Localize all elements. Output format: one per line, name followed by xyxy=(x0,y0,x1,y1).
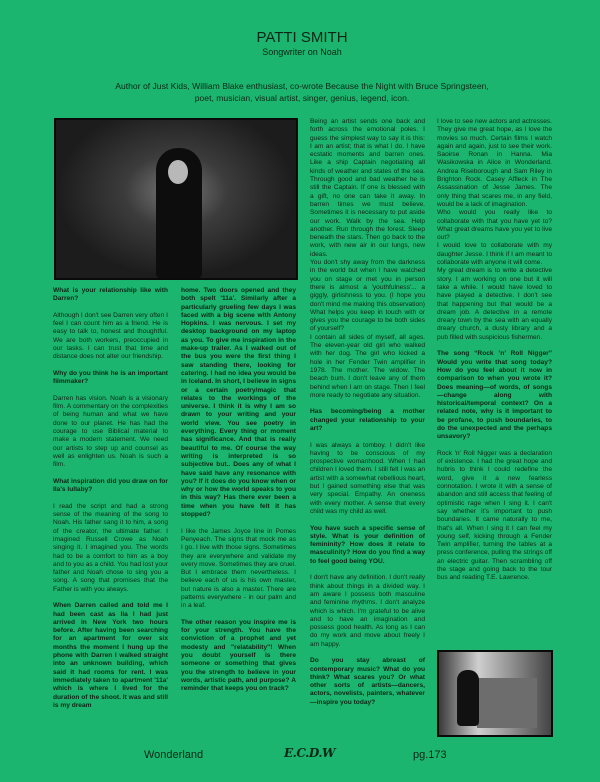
interview-question: Why do you think he is an important filmmaker? xyxy=(53,369,168,386)
interview-answer: Darren has vision. Noah is a visionary film. A commentary on the complexities of being human and what we have done to our planet. He has had the courage to use Biblical material to make a modern statement. We need our artists to step up and counsel as well as enlighten us. Noah is such a film. xyxy=(53,394,168,469)
interview-answer: Rock 'n' Roll Nigger was a declaration of existence. I had the great hope and hubris to think I could redefine the word, give it a new fearless connotation. I wrote it with a sense of abandon and still access that feeling of optimistic rage when I sing it. I can't say whether it's important to push boundaries. It came naturally to me, that's all. When I sing it I can feel my young self, kicking through a Fender Twin amplifier, turning the tables at a press conference, pulling the strings off an electric guitar. Then scrambling off the stage and going back to the tour bus and reading T.E. Lawrence. xyxy=(437,449,552,582)
signature-logo: E.C.D.W xyxy=(284,746,335,760)
interview-question: What is your relationship like with Darren? xyxy=(53,287,168,303)
interview-answer: I contain all sides of myself, all ages. The eleven-year old girl who walked with her dog. The girl who kicked a hole in her Fender Twin amplifier in 1978. The mother. The widow. The beach bum. I don't leave any of them behind when I am on stage. Then I feel more ready to negotiate any situation. xyxy=(310,333,425,399)
interview-question: You have such a specific sense of style. What is your definition of femininity? How does it relate to masculinity? How do you find a way to feel good being YOU. xyxy=(310,524,425,565)
text-column-3 xyxy=(310,118,425,715)
interview-answer: Being an artist sends one back and forth across the emotional poles. I guess the simplest way to say it is this: I am an artist; that is what I do. I have ecstatic moments and barren ones. Like a ship Captain negotiating all kinds of weather and states of the sea. Through good and bad weather he is still the Captain. If one is blessed with a gift, no one can take it away. In barren times we must believe. Sometimes it is necessary to put aside our work. Walk by the sea. Help another. Run through the forest. Sleep beneath the stars. Then go back to the work, with new air in our lungs, new ideas. xyxy=(310,118,425,258)
interview-question: The other reason you inspire me is for your strength. You have the conviction of a prophet and yet modesty and "relatability"! When you doubt yourself is there someone or something that gives you the strength to believe in your words, artistic path, and purpose? A reminder that keeps you on track? xyxy=(181,618,296,693)
interview-answer: My great dream is to write a detective story. I am working on one but it will take a while. I would have loved to have played a detective. I don't see that happening but that would be a dream job. A detective in a remote dreary town by the sea with an equally dreary church, a dusty library and a pub filled with suspicious fishermen. xyxy=(437,267,552,341)
interview-answer: I like the James Joyce line in Pomes Penyeach. The signs that mock me as I go. I live with those signs. Sometimes they are everywhere and validate my every move. Sometimes they are cruel. But I embrace them nevertheless. I believe each of us is his own master, but nature is also a master. There are patterns everywhere - in our palm and in a leaf. xyxy=(181,527,296,610)
article-title: PATTI SMITH xyxy=(256,29,348,46)
interview-question: When Darren called and told me I had been cast as Ila I had just arrived in New York two hours before. After having been searching for an apartment for over six months the moment I hung up the phone with Darren I walked straight into an unknown building, which said it had rooms for rent. I was immediately taken to apartment '11a' which is where I lived for the duration of the shoot. It was and still is my dream xyxy=(53,602,168,709)
interview-answer: I love to see new actors and actresses. They give me great hope, as I love the movies so much. Certain films I watch again and again, just to see their work. Saoirse Ronan in Hanna. Mia Wasikowska in Alice in Wonderland. Andrea Riseborough and Sam Riley in Brighton Rock. Casey Affleck in The Assassination of Jesse James. The only thing that scares me, in any field, would be a lack of imagination. xyxy=(437,118,552,208)
cat-photo xyxy=(437,650,553,737)
interview-question: What inspiration did you draw on for Ila's lullaby? xyxy=(53,477,168,494)
interview-answer: I was always a tomboy. I didn't like having to be conscious of my prospective womanhood. When I had children I loved them. I still felt I was an artist with a somewhat rebellious heart, but I gained something else that was very special. Empathy. An oneness with every mother. A sense that every child was my child as well. xyxy=(310,441,425,515)
magazine-name: Wonderland xyxy=(144,749,204,761)
interview-answer: Although I don't see Darren very often I feel I can count him as a friend. He is easy to talk to, honest and thoughtful. We are both workers, preoccupied in our tasks. I can trust that time and distance does not alter our friendship. xyxy=(53,311,168,361)
text-column-4 xyxy=(437,118,552,591)
photo-face xyxy=(168,160,188,184)
article-intro: Author of Just Kids, William Blake enthusiast, co-wrote Because the Night with Bruce Springsteen, poet, musician, visual artist, singer, genius, legend, icon. xyxy=(115,81,489,103)
text-column-1 xyxy=(53,287,168,718)
portrait-photo xyxy=(54,118,298,280)
interview-answer: I would love to collaborate with my daughter Jesse. I think if I am meant to collaborate with anyone it will come. xyxy=(437,242,552,267)
interview-question: The song “Rock ’n’ Roll Nigger” Would you write that song today? How do you feel about it now in comparison to when you wrote it? Does meaning—of words, of songs—change along with historical/temporal context? On a related note, why is it important to be profane, to push boundaries, to do the unexpected and the perhaps unsavory? xyxy=(437,350,552,441)
interview-answer: I read the script and had a strong sense of the meaning of the song to Noah. His father sang it to him, a song of the creator, the ultimate father. I imagined Russell Crowe as Noah singing it. I imagined you. The words had to be a comfort to him as a boy and to you as a child. You had lost your father and Noah chose to sing you a song. A song that promises that the Father is with you always. xyxy=(53,502,168,593)
page-number: pg.173 xyxy=(413,749,447,761)
interview-answer: You don't shy away from the darkness in the world but when I have watched you on stage or met you in person there is almost a 'youthfulness'... a giggly, girlishness to you. (I hope you don't mind me making this observation) What helps you keep in touch with or gives you the courage to be both sides of yourself? xyxy=(310,259,425,333)
photo-cat xyxy=(457,670,479,726)
interview-answer: Who would you really like to collaborate with that you have yet to? What great dreams have you yet to live out? xyxy=(437,209,552,242)
article-subtitle: Songwriter on Noah xyxy=(262,47,342,57)
interview-answer: I don't have any definition. I don't really think about things in a divided way. I am aware I possess both masculine and feminine rhythms. I don't analyze which is which. I'm grateful to be alive and to have an imagination and possess good health. As long as I can do my work and move about freely I am happy. xyxy=(310,574,425,648)
interview-question: Has becoming/being a mother changed your relationship to your art? xyxy=(310,408,425,432)
text-column-2 xyxy=(181,287,296,702)
interview-question: Do you stay abreast of contemporary music? What do you think? What scares you? Or what other sorts of artists—dancers, actors, novelists, painters, whatever—inspire you today? xyxy=(310,657,425,706)
interview-question: home. Two doors opened and they both spelt '11a'. Similarly after a particularly grueling few days I was faced with a big scene with Antony Hopkins. I was nervous. I set my desktop background on my laptop as you. To give me inspiration in the make-up trailer. As I walked out of the bus you were the first thing I saw standing there, looking for catering. I had no idea you would be in Iceland. In short, I believe in signs or a certain poetry/magic that relates to the workings of the universe. I think it is why I am so drawn to your writing and your world view. You see poetry in everything. Every thing or moment has significance. And that is really beautiful to me. Of course the way writing is interpreted is so subjective but.. Does any of what I have said have any resonance with you? If it does do you know when or why or how the world speaks to you in this way? Has there ever been a time when you have felt it has stopped? xyxy=(181,287,296,519)
photo-box xyxy=(477,678,537,728)
